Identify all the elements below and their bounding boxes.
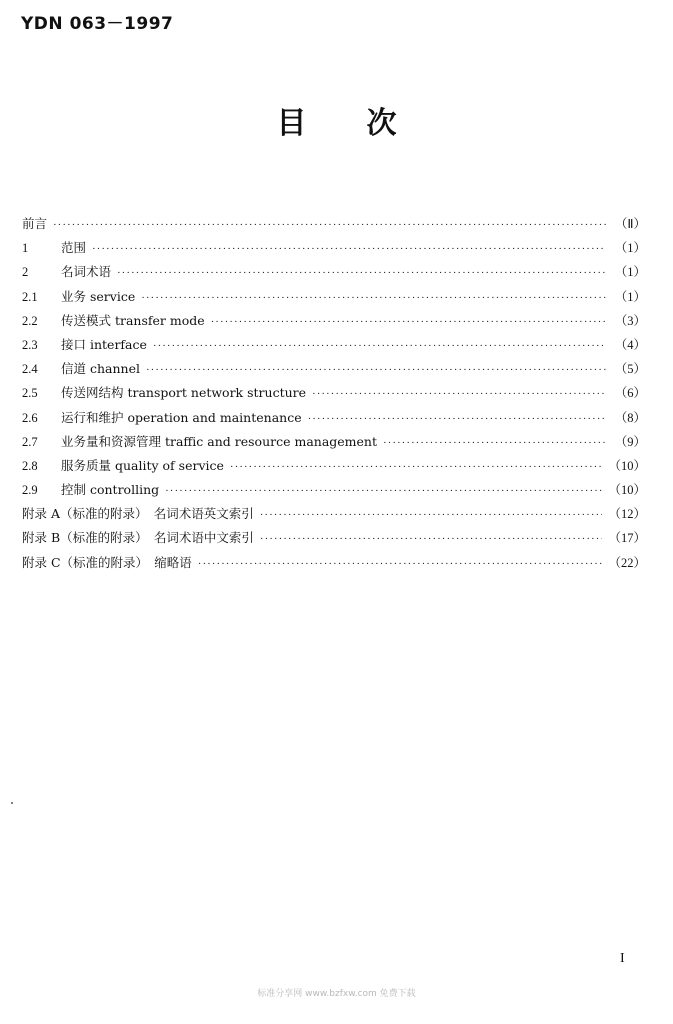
toc-entry-title: 业务 service (61, 288, 136, 304)
toc-entry-page: （10） (608, 483, 646, 498)
toc-leader-dots (53, 219, 606, 231)
toc-entry-title: 名词术语 (61, 264, 112, 280)
toc-entry-number: 2.6 (22, 410, 38, 425)
toc-leader-dots (260, 509, 603, 521)
toc-entry-foreword[interactable] (22, 214, 646, 238)
page-title: 目次 (276, 106, 457, 141)
toc-entry-number: 1 (22, 241, 29, 256)
toc-entry-2-8[interactable] (22, 456, 646, 480)
toc-entry-page: （1） (614, 241, 646, 256)
table-of-contents (22, 214, 646, 577)
toc-entry-page: （Ⅱ） (614, 217, 646, 231)
toc-entry-2-5[interactable] (22, 383, 646, 407)
toc-leader-dots (312, 388, 606, 400)
toc-entry-page: （8） (614, 410, 646, 425)
toc-entry-number: 2.3 (22, 337, 38, 352)
toc-entry-appendix-a[interactable] (22, 504, 646, 528)
toc-entry-appendix-b[interactable] (22, 528, 646, 552)
toc-leader-dots (308, 413, 606, 425)
toc-entry-page: （3） (614, 313, 646, 328)
toc-entry-title: 接口 interface (61, 336, 147, 352)
toc-entry-2-3[interactable] (22, 335, 646, 359)
toc-entry-title: 服务质量 quality of service (61, 457, 224, 473)
toc-entry-number: 2.5 (22, 386, 38, 401)
toc-entry-page: （12） (608, 507, 646, 522)
page-number: I (620, 951, 625, 966)
toc-entry-page: （5） (614, 362, 646, 377)
toc-entry-2-2[interactable] (22, 311, 646, 335)
toc-entry-page: （10） (608, 458, 646, 473)
toc-entry-2-9[interactable] (22, 480, 646, 504)
toc-entry-title: 传送网结构 transport network structure (61, 385, 307, 401)
watermark: 标准分享网 www.bzfxw.com 免费下载 (257, 989, 416, 999)
toc-entry-page: （9） (614, 434, 646, 449)
toc-entry-2-1[interactable] (22, 287, 646, 311)
toc-entry-page: （6） (614, 386, 646, 401)
toc-entry-number: 2.4 (22, 362, 38, 377)
toc-entry-page: （22） (608, 555, 646, 570)
toc-entry-2-7[interactable] (22, 432, 646, 456)
toc-entry-title: 业务量和资源管理 traffic and resource management (61, 433, 377, 449)
toc-entry-number: 2.7 (22, 434, 38, 449)
toc-leader-dots (165, 485, 602, 497)
toc-leader-dots (146, 364, 606, 376)
toc-leader-dots (230, 461, 603, 473)
toc-leader-dots (153, 340, 606, 352)
toc-entry-page: （17） (608, 531, 646, 546)
toc-entry-2-4[interactable] (22, 359, 646, 383)
toc-entry-title: 运行和维护 operation and maintenance (61, 409, 302, 425)
toc-entry-title: 附录 A（标准的附录） 名词术语英文索引 (22, 506, 254, 522)
toc-entry-title: 信道 channel (61, 361, 140, 377)
toc-entry-number: 2.2 (22, 313, 38, 328)
toc-entry-number: 2.8 (22, 458, 38, 473)
toc-entry-page: （1） (614, 265, 646, 280)
toc-entry-title: 附录 C（标准的附录） 缩略语 (22, 554, 192, 570)
toc-entry-page: （4） (614, 337, 646, 352)
toc-leader-dots (92, 243, 606, 255)
toc-leader-dots (211, 316, 606, 328)
toc-entry-title: 范围 (61, 240, 87, 256)
toc-entry-2[interactable] (22, 262, 646, 286)
toc-leader-dots (260, 533, 603, 545)
toc-entry-2-6[interactable] (22, 408, 646, 432)
toc-leader-dots (117, 267, 606, 279)
scan-speck (11, 802, 13, 804)
toc-entry-1[interactable] (22, 238, 646, 262)
toc-entry-title: 控制 controlling (61, 482, 160, 498)
toc-entry-title: 传送模式 transfer mode (61, 312, 205, 328)
toc-leader-dots (383, 437, 606, 449)
toc-leader-dots (198, 558, 603, 570)
toc-entry-page: （1） (614, 289, 646, 304)
toc-entry-title: 附录 B（标准的附录） 名词术语中文索引 (22, 530, 254, 546)
toc-entry-appendix-c[interactable] (22, 553, 646, 577)
toc-entry-title: 前言 (22, 216, 48, 231)
standard-code: YDN 063－1997 (21, 14, 174, 34)
toc-entry-number: 2.1 (22, 289, 38, 304)
toc-entry-number: 2 (22, 265, 29, 280)
toc-leader-dots (141, 292, 606, 304)
toc-entry-number: 2.9 (22, 483, 38, 498)
